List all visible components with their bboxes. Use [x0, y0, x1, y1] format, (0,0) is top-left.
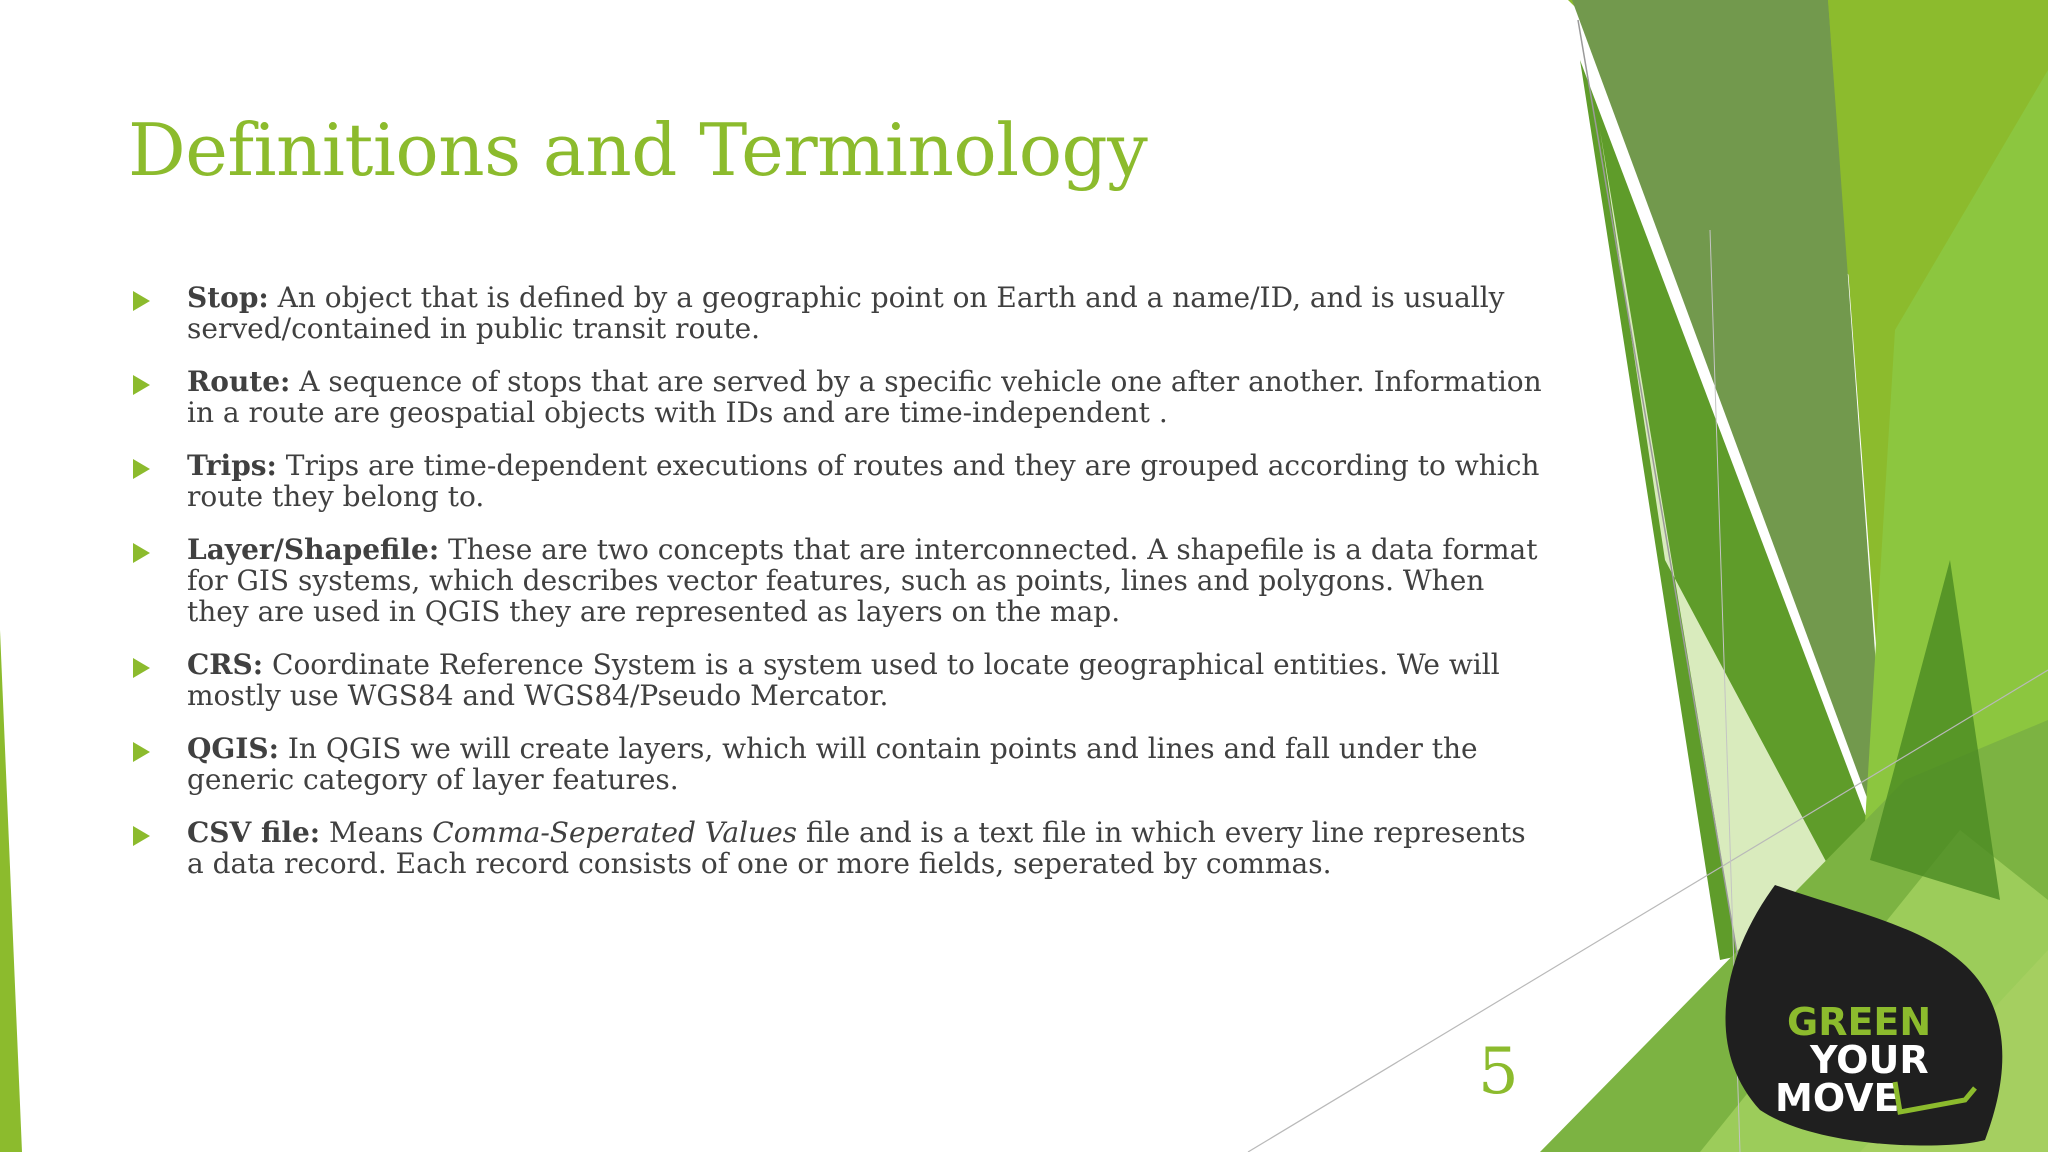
term-label: Route:: [187, 365, 291, 398]
term-definition: A sequence of stops that are served by a specific vehicle one after another. Information in a route are geospatial objects with IDs and are time-independent .: [187, 365, 1542, 429]
term-label: CSV file:: [187, 816, 321, 849]
list-item: [130, 817, 1550, 879]
term-definition: Coordinate Reference System is a system used to locate geographical entities. We will mostly use WGS84 and WGS84/Pseudo Mercator.: [187, 648, 1500, 712]
list-item: [130, 282, 1550, 344]
list-item: [130, 366, 1550, 428]
slide-title: Definitions and Terminology: [128, 108, 1148, 192]
term-definition: In QGIS we will create layers, which will contain points and lines and fall under the generic category of layer features.: [187, 732, 1478, 796]
term-definition-italic: Comma-Seperated Values: [432, 816, 798, 849]
bullet-arrow-icon: [133, 742, 150, 762]
term-definition: Trips are time-dependent executions of routes and they are grouped according to which route they belong to.: [187, 449, 1540, 513]
bullet-arrow-icon: [133, 375, 150, 395]
bullet-arrow-icon: [133, 291, 150, 311]
term-label: QGIS:: [187, 732, 279, 765]
bullet-arrow-icon: [133, 543, 150, 563]
bullet-arrow-icon: [133, 658, 150, 678]
left-edge-triangle: [0, 630, 22, 1152]
definitions-list: [130, 282, 1550, 901]
bullet-arrow-icon: [133, 826, 150, 846]
term-label: Trips:: [187, 449, 277, 482]
logo-text-line1: GREEN: [1787, 1000, 1932, 1044]
list-item: [130, 649, 1550, 711]
term-definition: An object that is defined by a geographic point on Earth and a name/ID, and is usually served/contained in public transit route.: [187, 281, 1505, 345]
list-item: [130, 450, 1550, 512]
term-label: Stop:: [187, 281, 269, 314]
term-label: CRS:: [187, 648, 264, 681]
list-item: [130, 534, 1550, 627]
term-definition-part: file and is a text file in which every line represents a data record. Each record consists of one or more fields, seperated by commas.: [187, 816, 1526, 880]
term-definition-part: Means: [320, 816, 433, 849]
term-definition: These are two concepts that are interconnected. A shapefile is a data format for GIS systems, which describes vector features, such as points, lines and polygons. When they are used in QGIS they are represented as layers on the map.: [187, 533, 1538, 628]
list-item: [130, 733, 1550, 795]
logo-text-line2: YOUR: [1810, 1038, 1929, 1082]
term-label: Layer/Shapefile:: [187, 533, 440, 566]
bullet-arrow-icon: [133, 459, 150, 479]
page-number: 5: [1478, 1035, 1519, 1109]
logo-text-line3: MOVE: [1775, 1076, 1900, 1120]
